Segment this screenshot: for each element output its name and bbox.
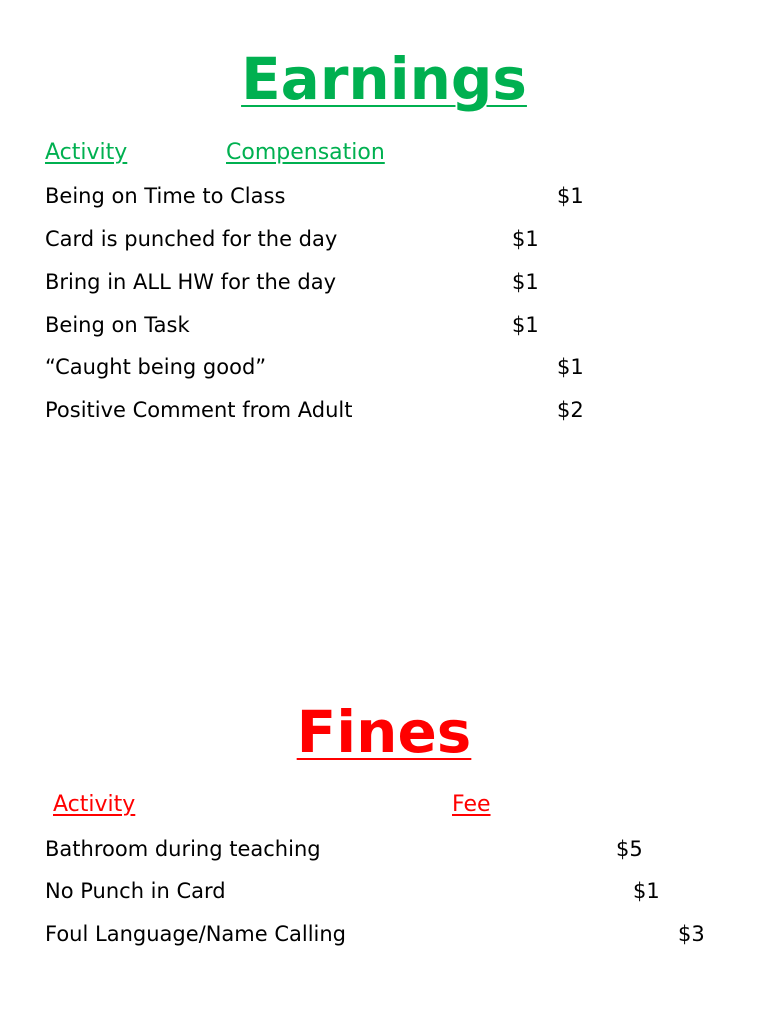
- fines-title: Fines: [296, 698, 472, 766]
- fines-row-amount: $1: [633, 879, 660, 903]
- fines-fee-header: Fee: [452, 792, 491, 817]
- fines-row-label: Foul Language/Name Calling: [45, 922, 347, 946]
- earnings-row-label: Positive Comment from Adult: [45, 398, 353, 422]
- earnings-row-label: Bring in ALL HW for the day: [45, 270, 336, 294]
- earnings-row-amount: $1: [512, 313, 539, 337]
- earnings-row-amount: $1: [557, 355, 584, 379]
- fines-row-label: No Punch in Card: [45, 879, 226, 903]
- earnings-row-label: Being on Task: [45, 313, 190, 337]
- earnings-row-label: “Caught being good”: [45, 355, 267, 379]
- fines-row-label: Bathroom during teaching: [45, 837, 321, 861]
- earnings-activity-header: Activity: [45, 140, 128, 165]
- fines-row-amount: $3: [678, 922, 705, 946]
- earnings-row-amount: $1: [512, 227, 539, 251]
- earnings-row-amount: $2: [557, 398, 584, 422]
- earnings-compensation-header: Compensation: [226, 140, 385, 165]
- earnings-title: Earnings: [241, 45, 527, 113]
- fines-activity-header: Activity: [53, 792, 136, 817]
- earnings-row-amount: $1: [557, 184, 584, 208]
- fines-row-amount: $5: [616, 837, 643, 861]
- earnings-row-label: Card is punched for the day: [45, 227, 338, 251]
- earnings-row-amount: $1: [512, 270, 539, 294]
- earnings-row-label: Being on Time to Class: [45, 184, 286, 208]
